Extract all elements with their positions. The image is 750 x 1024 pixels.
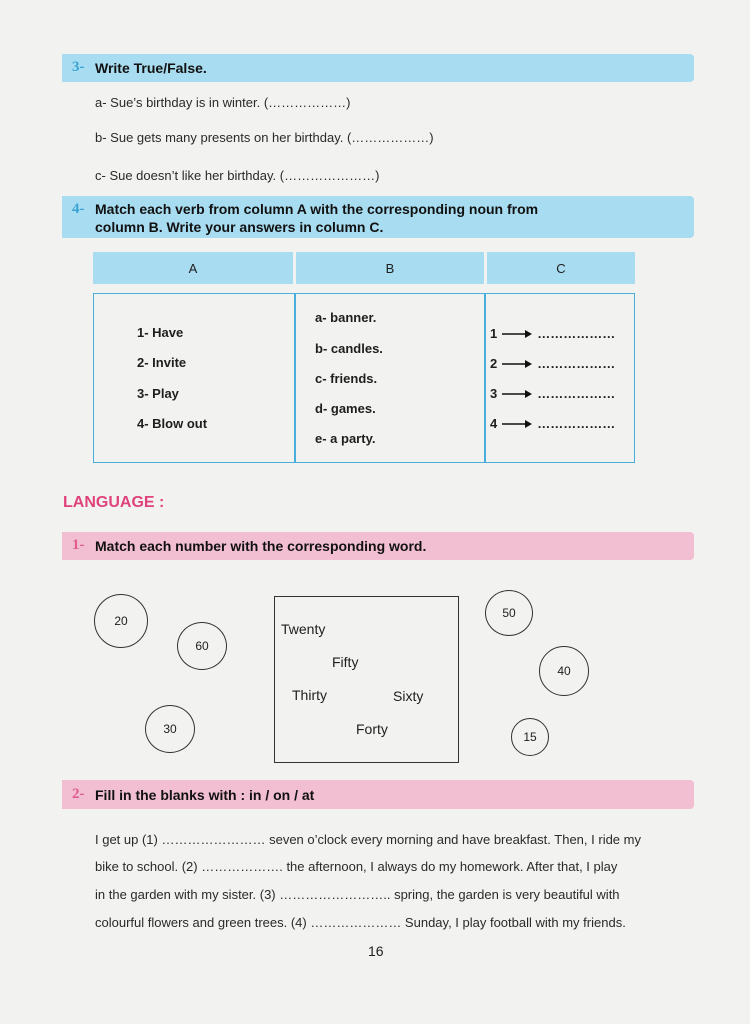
number-circle: 20 [94, 594, 148, 648]
number-word: Forty [356, 721, 388, 737]
noun-item: b- candles. [315, 341, 383, 356]
arrow-right-icon [501, 389, 533, 399]
table-header-a: A [93, 252, 293, 284]
section3-banner [62, 54, 694, 82]
language-q1-title: Match each number with the corresponding word. [95, 538, 427, 554]
section4-title-line1: Match each verb from column A with the corresponding noun from [95, 201, 539, 217]
answer-number: 3 [490, 386, 498, 401]
number-circle: 15 [511, 718, 549, 756]
answer-row [490, 326, 615, 341]
verb-item: 2- Invite [137, 355, 187, 370]
true-false-item-b: b- Sue gets many presents on her birthday. (………………) [95, 130, 434, 145]
arrow-right-icon [501, 329, 533, 339]
noun-item: c- friends. [315, 371, 378, 386]
language-heading: LANGUAGE : [63, 494, 165, 511]
verb-item: 3- Play [137, 386, 179, 401]
page-number: 16 [368, 943, 384, 959]
fill-in-line: bike to school. (2) ………………. the afternoon, I always do my homework. After that, I play [95, 859, 618, 874]
number-circle: 60 [177, 622, 227, 670]
answer-blank[interactable]: ……………… [537, 386, 616, 401]
noun-item: d- games. [315, 401, 376, 416]
number-circle: 40 [539, 646, 589, 696]
answer-number: 1 [490, 326, 498, 341]
arrow-right-icon [501, 419, 533, 429]
column-divider [294, 293, 296, 463]
answer-blank[interactable]: ……………… [537, 356, 616, 371]
section3-title: Write True/False. [95, 60, 207, 76]
arrow-right-icon [501, 359, 533, 369]
table-header-c: C [487, 252, 635, 284]
answer-number: 4 [490, 416, 498, 431]
language-q1-number: 1- [72, 537, 85, 553]
answer-row [490, 416, 615, 431]
number-word: Fifty [332, 654, 359, 670]
section4-title-line2: column B. Write your answers in column C. [95, 219, 384, 235]
language-q1-banner [62, 532, 694, 560]
answer-blank[interactable]: ……………… [537, 416, 616, 431]
section4-number: 4- [72, 201, 85, 217]
fill-in-line: colourful flowers and green trees. (4) ………………… Sunday, I play football with my friends. [95, 915, 626, 930]
language-q2-number: 2- [72, 786, 85, 802]
answer-number: 2 [490, 356, 498, 371]
number-word: Twenty [281, 621, 326, 637]
number-circle: 30 [145, 705, 195, 753]
number-circle: 50 [485, 590, 533, 636]
column-divider [484, 293, 486, 463]
section4-banner [62, 196, 694, 238]
language-q2-title: Fill in the blanks with : in / on / at [95, 787, 315, 803]
fill-in-line: I get up (1) …………………… seven o’clock every morning and have breakfast. Then, I ride my [95, 832, 641, 847]
answer-row [490, 356, 615, 371]
fill-in-line: in the garden with my sister. (3) …………………….. spring, the garden is very beautiful with [95, 887, 620, 902]
verb-item: 1- Have [137, 325, 184, 340]
noun-item: a- banner. [315, 310, 377, 325]
language-q2-banner [62, 780, 694, 809]
answer-row [490, 386, 615, 401]
noun-item: e- a party. [315, 431, 376, 446]
section3-number: 3- [72, 59, 85, 75]
answer-blank[interactable]: ……………… [537, 326, 616, 341]
true-false-item-c: c- Sue doesn’t like her birthday. (…………………) [95, 168, 380, 183]
verb-item: 4- Blow out [137, 416, 208, 431]
number-word: Thirty [292, 687, 327, 703]
true-false-item-a: a- Sue’s birthday is in winter. (………………) [95, 95, 351, 110]
number-word: Sixty [393, 688, 424, 704]
table-header-b: B [296, 252, 484, 284]
